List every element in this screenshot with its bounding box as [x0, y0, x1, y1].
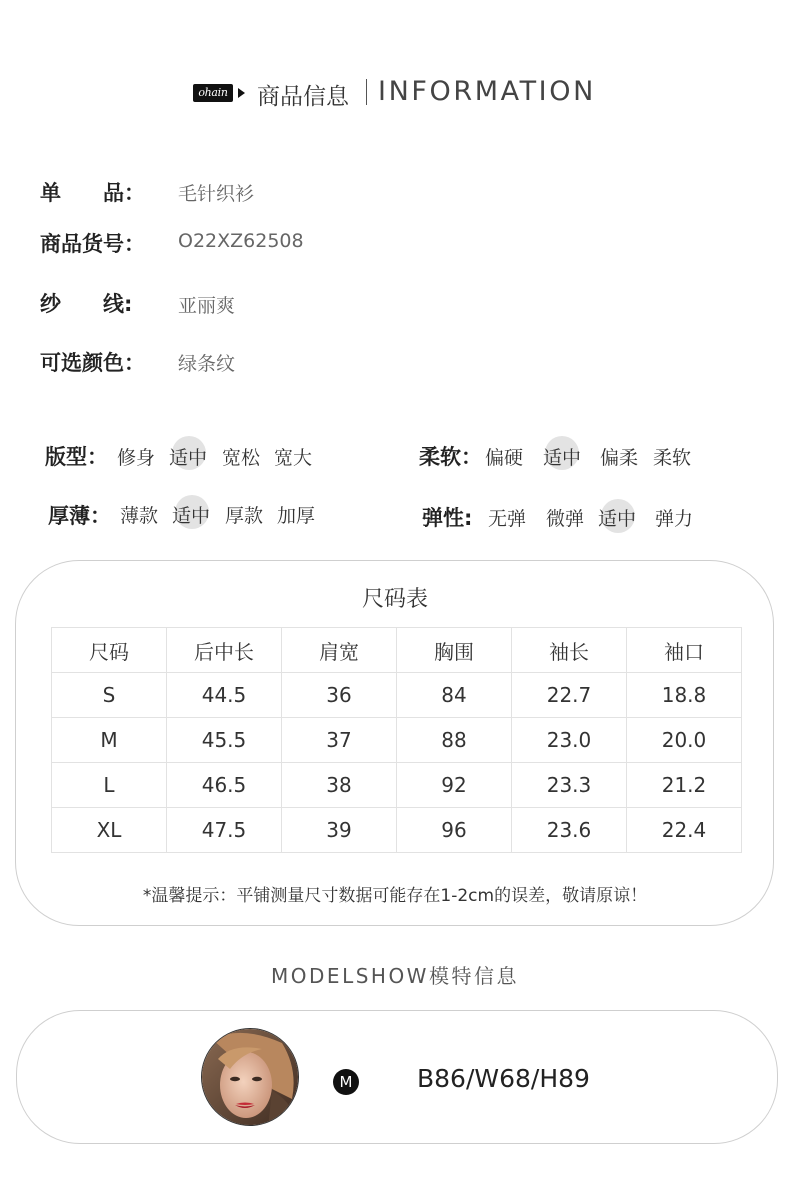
attr-option-selected: 适中	[172, 505, 211, 527]
table-cell: 20.0	[627, 718, 742, 763]
table-cell: 36	[282, 673, 397, 718]
info-label-sku: 商品货号：	[40, 232, 145, 256]
table-cell: 38	[282, 763, 397, 808]
attr-option: 偏硬	[485, 447, 524, 469]
table-row	[52, 673, 742, 718]
attr-option: 柔软	[653, 447, 692, 469]
attr-option: 加厚	[277, 505, 316, 527]
attr-option: 宽大	[274, 447, 313, 469]
brand-logo: ohain	[193, 84, 233, 102]
attr-option: 修身	[117, 447, 156, 469]
table-cell: 22.7	[512, 673, 627, 718]
attr-option: 偏柔	[600, 447, 639, 469]
table-cell: 96	[397, 808, 512, 853]
table-row	[52, 718, 742, 763]
info-value-item: 毛针织衫	[178, 183, 255, 205]
table-cell: L	[52, 763, 167, 808]
attr-option-selected: 适中	[169, 447, 208, 469]
attr-option: 无弹	[488, 508, 527, 530]
model-size-badge: M	[333, 1069, 359, 1095]
table-cell: 39	[282, 808, 397, 853]
info-label-item: 单 品：	[40, 181, 145, 205]
info-value-yarn: 亚丽爽	[178, 295, 236, 317]
info-value-sku: O22XZ62508	[178, 230, 304, 252]
table-header-cell: 肩宽	[282, 628, 397, 673]
table-header-cell: 尺码	[52, 628, 167, 673]
table-cell: 23.3	[512, 763, 627, 808]
table-cell: S	[52, 673, 167, 718]
info-value-color: 绿条纹	[178, 353, 236, 375]
attr-option: 宽松	[222, 447, 261, 469]
attr-label-softness: 柔软：	[419, 445, 482, 469]
attr-option: 厚款	[225, 505, 264, 527]
model-info-panel	[16, 1010, 778, 1144]
table-cell: 44.5	[167, 673, 282, 718]
table-row	[52, 808, 742, 853]
table-cell: 21.2	[627, 763, 742, 808]
model-avatar	[201, 1028, 299, 1126]
attr-label-fit: 版型：	[45, 445, 108, 469]
table-cell: 37	[282, 718, 397, 763]
table-cell: 23.0	[512, 718, 627, 763]
attr-option: 弹力	[655, 508, 694, 530]
table-header-cell: 胸围	[397, 628, 512, 673]
table-cell: 46.5	[167, 763, 282, 808]
model-section-title: MODELSHOW模特信息	[271, 964, 519, 988]
info-label-color: 可选颜色：	[40, 351, 145, 375]
attr-label-thickness: 厚薄：	[48, 504, 111, 528]
table-cell: 18.8	[627, 673, 742, 718]
model-portrait-image	[202, 1029, 299, 1126]
table-cell: XL	[52, 808, 167, 853]
model-measurements: B86/W68/H89	[417, 1064, 590, 1093]
table-cell: 92	[397, 763, 512, 808]
attr-option: 薄款	[120, 505, 159, 527]
size-chart-title: 尺码表	[361, 587, 428, 612]
table-cell: 23.6	[512, 808, 627, 853]
attr-option: 微弹	[546, 508, 585, 530]
table-cell: M	[52, 718, 167, 763]
table-row	[52, 763, 742, 808]
table-cell: 84	[397, 673, 512, 718]
table-cell: 22.4	[627, 808, 742, 853]
table-cell: 47.5	[167, 808, 282, 853]
table-header-row	[52, 628, 742, 673]
table-cell: 88	[397, 718, 512, 763]
table-cell: 45.5	[167, 718, 282, 763]
header-divider	[366, 79, 367, 105]
header-title-cn: 商品信息	[257, 84, 349, 110]
attr-option-selected: 适中	[543, 447, 582, 469]
attr-option-selected: 适中	[598, 508, 637, 530]
table-header-cell: 袖长	[512, 628, 627, 673]
info-label-yarn: 纱 线:	[40, 292, 133, 316]
size-table	[51, 627, 742, 853]
play-arrow-icon	[238, 88, 245, 98]
attr-label-elasticity: 弹性:	[422, 506, 473, 530]
size-note: *温馨提示：平铺测量尺寸数据可能存在1-2cm的误差，敬请原谅！	[142, 886, 648, 906]
table-header-cell: 后中长	[167, 628, 282, 673]
header-title-en: INFORMATION	[378, 76, 596, 107]
section-header	[0, 74, 790, 110]
table-header-cell: 袖口	[627, 628, 742, 673]
